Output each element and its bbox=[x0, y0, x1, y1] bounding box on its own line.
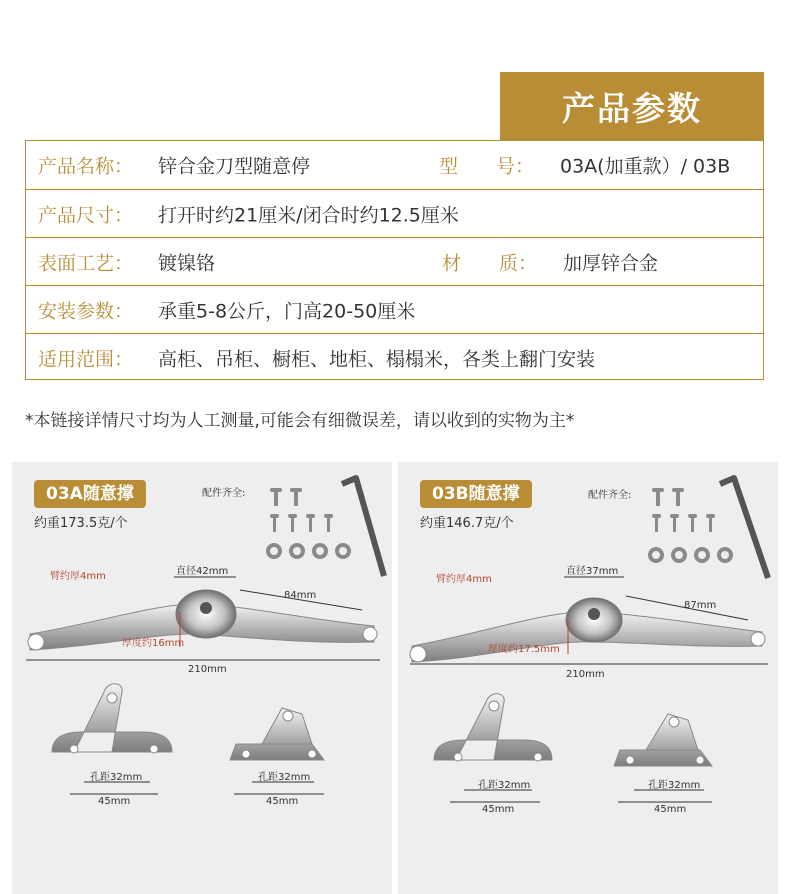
reach-label: 87mm bbox=[684, 600, 717, 611]
accessories-label: 配件齐全: bbox=[588, 490, 632, 501]
thickness-label: 厚度约16mm bbox=[122, 638, 185, 649]
spec-row-usage bbox=[26, 333, 763, 381]
title-band bbox=[500, 72, 764, 140]
spec-label: 型 号： bbox=[439, 155, 535, 178]
product-panel-03a bbox=[12, 462, 392, 894]
spec-value: 高柜、吊柜、橱柜、地柜、榻榻米，各类上翻门安装 bbox=[158, 348, 596, 370]
screw-icon bbox=[270, 488, 333, 532]
spec-label: 材 质： bbox=[442, 252, 538, 274]
accessories-label: 配件齐全: bbox=[202, 488, 246, 499]
width-label: 45mm bbox=[98, 796, 131, 807]
model-tag: 03A随意撑 bbox=[34, 480, 146, 508]
weight-text: 约重173.5克/个 bbox=[34, 516, 128, 531]
allen-key-icon bbox=[342, 478, 384, 576]
spec-value: 镀镍铬 bbox=[158, 252, 216, 274]
product-panel-03b bbox=[398, 462, 778, 894]
screw-icon bbox=[652, 488, 715, 532]
hole-distance-label: 孔距32mm bbox=[478, 780, 531, 791]
spec-row-install bbox=[26, 285, 763, 333]
spec-value: 03A(加重款）/ 03B bbox=[560, 155, 731, 178]
length-label: 210mm bbox=[566, 669, 605, 680]
width-label: 45mm bbox=[266, 796, 299, 807]
diameter-label: 直径42mm bbox=[176, 566, 229, 577]
diameter-label: 直径37mm bbox=[566, 566, 619, 577]
model-tag: 03B随意撑 bbox=[420, 480, 532, 508]
washer-icon bbox=[650, 549, 731, 561]
spec-label: 产品尺寸： bbox=[38, 204, 134, 226]
hole-distance-label: 孔距32mm bbox=[648, 780, 701, 791]
spec-label: 安装参数： bbox=[38, 300, 134, 322]
hole-distance-label: 孔距32mm bbox=[90, 772, 143, 783]
width-label: 45mm bbox=[482, 804, 515, 815]
spec-value: 承重5-8公斤，门高20-50厘米 bbox=[158, 300, 416, 322]
thickness-label: 厚度约17.5mm bbox=[488, 644, 560, 655]
spec-row-finish bbox=[26, 237, 763, 285]
width-label: 45mm bbox=[654, 804, 687, 815]
length-label: 210mm bbox=[188, 664, 227, 675]
spec-value: 加厚锌合金 bbox=[563, 252, 659, 274]
arm-thickness-label: 臂约厚4mm bbox=[436, 574, 492, 585]
spec-row-name bbox=[26, 141, 763, 189]
spec-table bbox=[25, 140, 764, 380]
weight-text: 约重146.7克/个 bbox=[420, 516, 514, 531]
spec-value: 打开时约21厘米/闭合时约12.5厘米 bbox=[158, 204, 459, 226]
page-title: 产品参数 bbox=[562, 88, 702, 128]
arm-thickness-label: 臂约厚4mm bbox=[50, 571, 106, 582]
spec-label: 产品名称： bbox=[38, 155, 134, 178]
spec-label: 适用范围： bbox=[38, 348, 134, 370]
washer-icon bbox=[268, 545, 349, 557]
measurement-note: *本链接详情尺寸均为人工测量,可能会有细微误差，请以收到的实物为主* bbox=[25, 411, 575, 431]
spec-label: 表面工艺： bbox=[38, 252, 134, 274]
hole-distance-label: 孔距32mm bbox=[258, 772, 311, 783]
reach-label: 84mm bbox=[284, 590, 317, 601]
spec-value: 锌合金刀型随意停 bbox=[158, 155, 311, 178]
allen-key-icon bbox=[720, 478, 768, 578]
spec-row-size bbox=[26, 189, 763, 237]
